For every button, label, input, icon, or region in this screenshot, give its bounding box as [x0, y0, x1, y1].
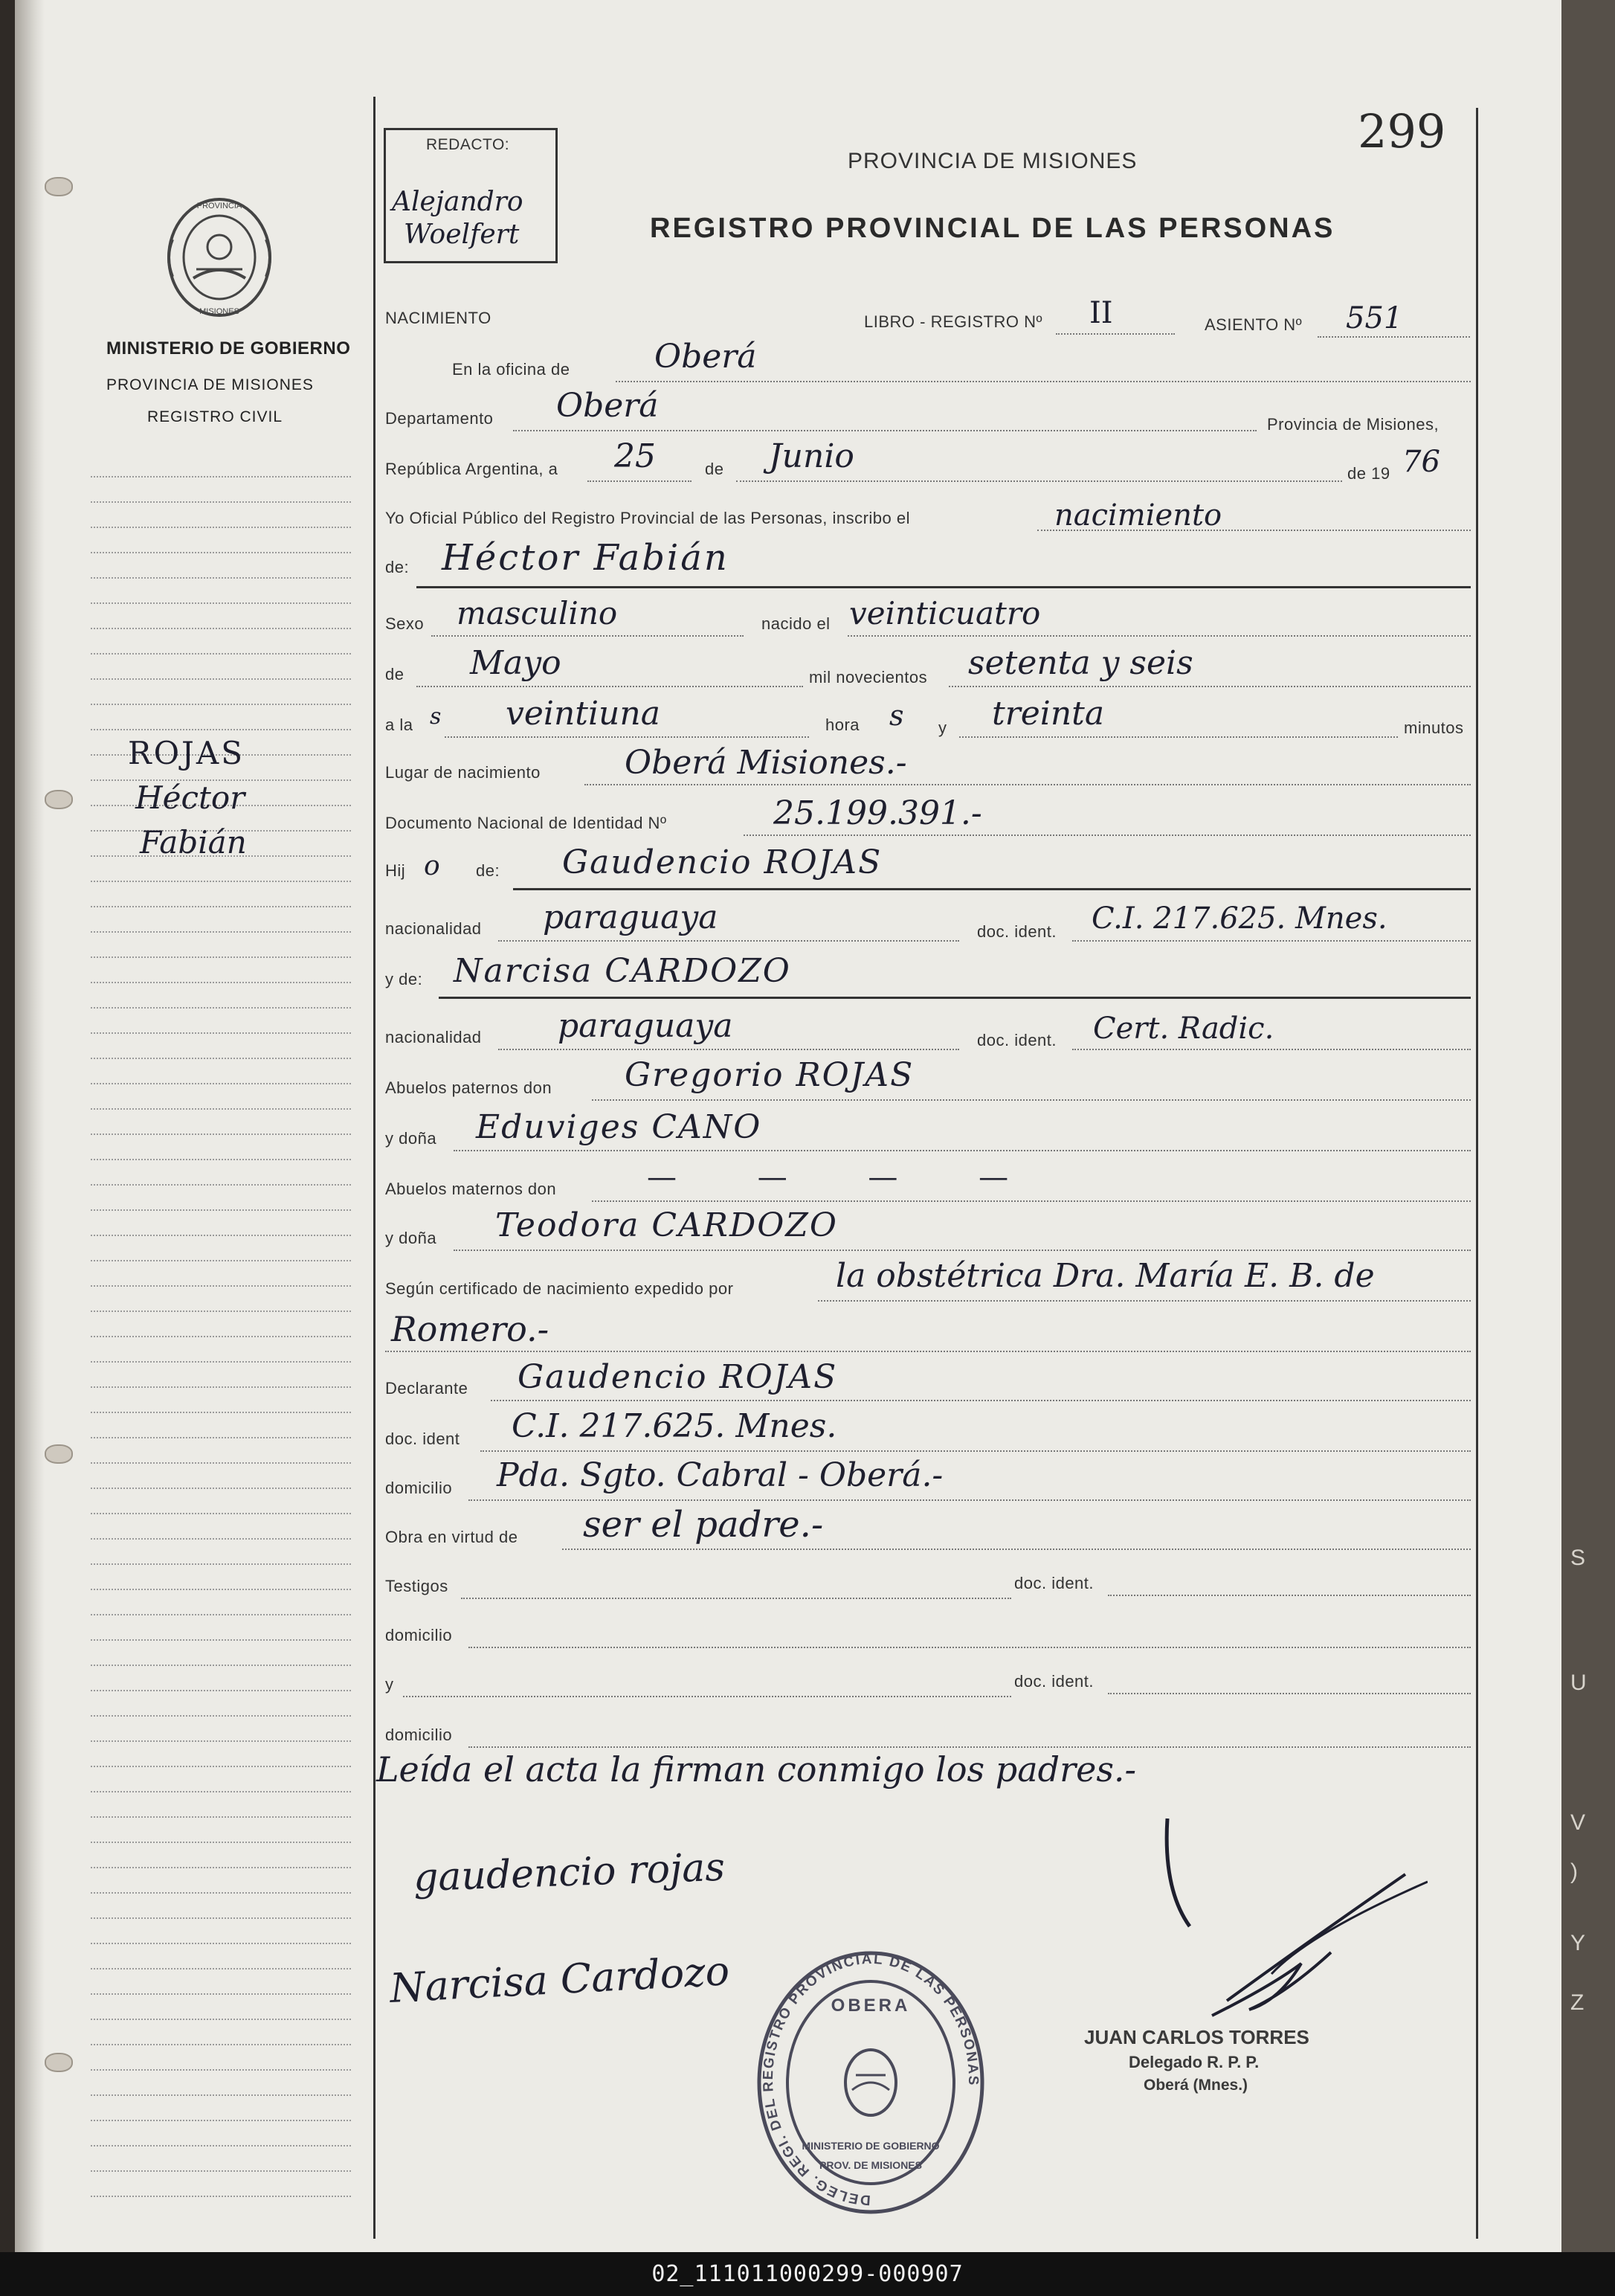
de4-label: de:	[476, 861, 500, 880]
ydona-label: y doña	[385, 1129, 437, 1148]
minutos-label: minutos	[1404, 718, 1464, 737]
nacido-label: nacido el	[761, 614, 831, 633]
margin-ruled-line	[91, 1235, 351, 1236]
margin-ruled-line	[91, 2170, 351, 2172]
margin-given-name-2: Fabián	[140, 824, 247, 861]
domicilio2-label: domicilio	[385, 1626, 453, 1644]
mother-nationality: paraguaya	[558, 1007, 733, 1045]
margin-ruled-line	[91, 2019, 351, 2020]
margin-ruled-line	[91, 1917, 351, 1919]
margin-ruled-line	[91, 1184, 351, 1186]
dni-value: 25.199.391.-	[773, 794, 982, 832]
mil-label: mil novecientos	[809, 668, 928, 686]
asiento-label: ASIENTO Nº	[1205, 315, 1303, 334]
margin-ruled-line	[91, 1412, 351, 1413]
declarante-label: Declarante	[385, 1379, 468, 1398]
domicilio3-label: domicilio	[385, 1726, 453, 1744]
binding-hole	[45, 177, 73, 196]
hijo-value: o	[424, 851, 440, 881]
edge-letter: Z	[1570, 1990, 1585, 2015]
provincial-emblem	[164, 195, 275, 320]
abuelos-maternos-label: Abuelos maternos don	[385, 1180, 557, 1198]
redacto-name-line2: Woelfert	[404, 219, 520, 250]
page-binding-shadow	[15, 0, 45, 2252]
margin-ruled-line	[91, 1336, 351, 1337]
emblem-top-text: PROVINCIA	[196, 202, 242, 210]
binding-hole	[45, 790, 73, 809]
year-value: 76	[1402, 445, 1440, 479]
delegate-name: JUAN CARLOS TORRES	[1084, 2026, 1309, 2048]
nacido-value: veinticuatro	[849, 595, 1041, 631]
de2-label: de:	[385, 558, 410, 576]
margin-ruled-line	[91, 1766, 351, 1767]
yo-oficial-label: Yo Oficial Público del Registro Provincial de las Personas, inscribo el	[385, 509, 911, 527]
stamp-ring-text: DELEG. REGI. DEL REGISTRO PROVINCIAL DE LAS PERSONAS	[760, 1951, 981, 2208]
doc-ident3-label: doc. ident	[385, 1430, 460, 1448]
stamp-ministry: MINISTERIO DE GOBIERNO	[802, 2140, 940, 2152]
segun-value-2: Romero.-	[391, 1309, 549, 1349]
margin-ruled-line	[91, 1892, 351, 1894]
child-name: Héctor Fabián	[442, 537, 729, 579]
alas-value: s	[430, 704, 442, 730]
margin-ruled-line	[91, 1032, 351, 1034]
scan-id: 02_111011000299-000907	[651, 2261, 964, 2287]
margin-ruled-line	[91, 1058, 351, 1059]
margin-ruled-line	[91, 956, 351, 958]
margin-ruled-line	[91, 2120, 351, 2121]
abuela-paterna-value: Eduviges CANO	[476, 1108, 762, 1146]
de3-label: de	[385, 665, 404, 684]
scan-id-bar	[0, 2252, 1615, 2296]
yde-label: y de:	[385, 970, 423, 988]
margin-ruled-line	[91, 704, 351, 705]
nacionalidad-label: nacionalidad	[385, 919, 482, 938]
margin-ruled-line	[91, 1943, 351, 1944]
hour-value: veintiuna	[506, 695, 660, 733]
margin-ruled-line	[91, 1589, 351, 1590]
doc-ident-label: doc. ident.	[977, 922, 1057, 941]
margin-ruled-line	[91, 2044, 351, 2045]
father-doc: C.I. 217.625. Mnes.	[1092, 901, 1387, 936]
province-heading: PROVINCIA DE MISIONES	[848, 149, 1138, 173]
delegate-role: Delegado R. P. P.	[1129, 2053, 1260, 2071]
margin-ruled-line	[91, 1993, 351, 1995]
margin-ruled-line	[91, 1488, 351, 1489]
abuelos-paternos-label: Abuelos paternos don	[385, 1078, 552, 1097]
abuela-materna-value: Teodora CARDOZO	[495, 1206, 838, 1244]
doc-ident5-label: doc. ident.	[1014, 1672, 1095, 1691]
margin-ruled-line	[91, 1639, 351, 1641]
closing-text: Leída el acta la firman conmigo los padres.-	[376, 1749, 1137, 1789]
mother-doc: Cert. Radic.	[1093, 1012, 1274, 1046]
republica-label: República Argentina, a	[385, 460, 558, 478]
hora-label: hora	[825, 716, 860, 734]
margin-ruled-line	[91, 1361, 351, 1363]
segun-value: la obstétrica Dra. María E. B. de	[836, 1257, 1375, 1295]
obra-value: ser el padre.-	[583, 1504, 824, 1546]
margin-ruled-line	[91, 1260, 351, 1261]
departamento-label: Departamento	[385, 409, 494, 428]
margin-ruled-line	[91, 653, 351, 655]
margin-ruled-line	[91, 1665, 351, 1666]
abuelo-materno-value: — — — —	[647, 1160, 1045, 1194]
redacto-box	[384, 128, 558, 263]
edge-letter: Y	[1570, 1931, 1586, 1955]
father-name: Gaudencio ROJAS	[562, 843, 883, 881]
binding-hole	[45, 1444, 73, 1464]
official-signature	[1160, 1815, 1428, 2038]
margin-ruled-line	[91, 1083, 351, 1084]
margin-ruled-line	[91, 906, 351, 907]
margin-ruled-line	[91, 982, 351, 983]
y2-label: y	[385, 1675, 394, 1694]
ministry-line3: REGISTRO CIVIL	[147, 408, 283, 425]
delegate-place: Oberá (Mnes.)	[1144, 2077, 1248, 2094]
right-frame-line	[1476, 108, 1478, 2239]
margin-ruled-line	[91, 1159, 351, 1160]
margin-ruled-line	[91, 1690, 351, 1691]
redacto-name-line1: Alejandro	[392, 187, 523, 217]
year-words: setenta y seis	[968, 644, 1193, 682]
abuelo-paterno-value: Gregorio ROJAS	[625, 1056, 915, 1094]
obra-label: Obra en virtud de	[385, 1528, 518, 1546]
margin-ruled-line	[91, 1740, 351, 1742]
margin-ruled-line	[91, 1513, 351, 1514]
lugar-value: Oberá Misiones.-	[625, 744, 907, 782]
day-value: 25	[614, 437, 656, 475]
doc-ident2-label: doc. ident.	[977, 1031, 1057, 1049]
birth-month: Mayo	[470, 644, 561, 682]
asiento-value: 551	[1346, 301, 1403, 335]
page-number: 299	[1358, 104, 1446, 158]
margin-ruled-line	[91, 1791, 351, 1792]
stamp-province: PROV. DE MISIONES	[819, 2159, 922, 2171]
mother-signature: Narcisa Cardozo	[388, 1947, 731, 2012]
margin-ruled-line	[91, 1386, 351, 1388]
margin-ruled-line	[91, 1133, 351, 1135]
left-frame-line	[373, 97, 375, 2239]
margin-ruled-line	[91, 2094, 351, 2096]
margin-ruled-line	[91, 1816, 351, 1818]
margin-ruled-line	[91, 577, 351, 579]
margin-ruled-line	[91, 1007, 351, 1009]
departamento-value: Oberá	[556, 387, 659, 425]
oficina-label: En la oficina de	[452, 360, 570, 379]
alas-label: a la	[385, 716, 413, 734]
domicilio-label: domicilio	[385, 1479, 453, 1497]
declarante-value: Gaudencio ROJAS	[518, 1358, 838, 1396]
year-label: de 19	[1347, 464, 1390, 483]
margin-ruled-line	[91, 2196, 351, 2197]
registry-title: REGISTRO PROVINCIAL DE LAS PERSONAS	[650, 213, 1335, 244]
margin-ruled-line	[91, 1538, 351, 1540]
margin-ruled-line	[91, 881, 351, 882]
margin-ruled-line	[91, 729, 351, 730]
margin-ruled-line	[91, 1209, 351, 1211]
margin-ruled-line	[91, 527, 351, 528]
margin-ruled-line	[91, 1285, 351, 1287]
margin-ruled-line	[91, 1108, 351, 1110]
margin-ruled-line	[91, 476, 351, 477]
libro-value: II	[1089, 296, 1113, 330]
edge-letter: S	[1570, 1546, 1586, 1570]
declarante-doc: C.I. 217.625. Mnes.	[512, 1407, 837, 1445]
margin-ruled-line	[91, 1462, 351, 1464]
margin-ruled-line	[91, 501, 351, 503]
emblem-bottom-text: MISIONES	[199, 307, 239, 316]
sexo-value: masculino	[457, 595, 618, 631]
margin-ruled-line	[91, 1563, 351, 1565]
margin-ruled-line	[91, 1968, 351, 1969]
domicilio-value: Pda. Sgto. Cabral - Oberá.-	[497, 1456, 944, 1494]
ministry-line2: PROVINCIA DE MISIONES	[106, 376, 314, 393]
official-stamp	[755, 1949, 986, 2216]
lugar-label: Lugar de nacimiento	[385, 763, 541, 782]
margin-given-name-1: Héctor	[135, 779, 245, 816]
sexo-label: Sexo	[385, 614, 425, 633]
testigos-label: Testigos	[385, 1577, 448, 1595]
hora-value: s	[889, 699, 904, 732]
month-value: Junio	[769, 437, 854, 475]
margin-ruled-line	[91, 602, 351, 604]
adjacent-page-edge	[1561, 0, 1615, 2252]
oficina-value: Oberá	[654, 338, 757, 376]
ydona2-label: y doña	[385, 1229, 437, 1247]
segun-label: Según certificado de nacimiento expedido por	[385, 1279, 734, 1298]
margin-ruled-line	[91, 1842, 351, 1843]
nacimiento-label: NACIMIENTO	[385, 309, 491, 327]
margin-ruled-line	[91, 1437, 351, 1438]
father-signature: gaudencio rojas	[413, 1845, 726, 1901]
inscribo-value: nacimiento	[1054, 498, 1222, 533]
minutes-value: treinta	[992, 695, 1105, 733]
y-label: y	[938, 718, 947, 737]
father-nationality: paraguaya	[543, 898, 718, 936]
margin-ruled-line	[91, 2069, 351, 2071]
dni-label: Documento Nacional de Identidad Nº	[385, 814, 667, 832]
provincia-label: Provincia de Misiones,	[1267, 415, 1440, 434]
margin-ruled-line	[91, 1715, 351, 1717]
edge-letter: U	[1570, 1670, 1587, 1695]
doc-ident4-label: doc. ident.	[1014, 1574, 1095, 1592]
redacto-label: REDACTO:	[426, 136, 510, 153]
margin-ruled-line	[91, 931, 351, 933]
margin-ruled-line	[91, 1867, 351, 1868]
margin-ruled-line	[91, 1311, 351, 1312]
edge-letter: )	[1570, 1859, 1578, 1884]
libro-label: LIBRO - REGISTRO Nº	[864, 312, 1043, 331]
stamp-city: OBERA	[831, 1996, 911, 2016]
margin-surname: ROJAS	[128, 735, 245, 771]
margin-ruled-line	[91, 678, 351, 680]
de-label: de	[705, 460, 724, 478]
nacionalidad2-label: nacionalidad	[385, 1028, 482, 1046]
edge-letter: V	[1570, 1810, 1586, 1835]
margin-ruled-line	[91, 1614, 351, 1615]
binding-hole	[45, 2053, 73, 2072]
margin-ruled-line	[91, 552, 351, 553]
mother-name: Narcisa CARDOZO	[454, 952, 791, 990]
margin-ruled-line	[91, 2145, 351, 2147]
ministry-line1: MINISTERIO DE GOBIERNO	[106, 338, 351, 358]
margin-ruled-line	[91, 628, 351, 629]
hijo-label: Hij	[385, 861, 406, 880]
